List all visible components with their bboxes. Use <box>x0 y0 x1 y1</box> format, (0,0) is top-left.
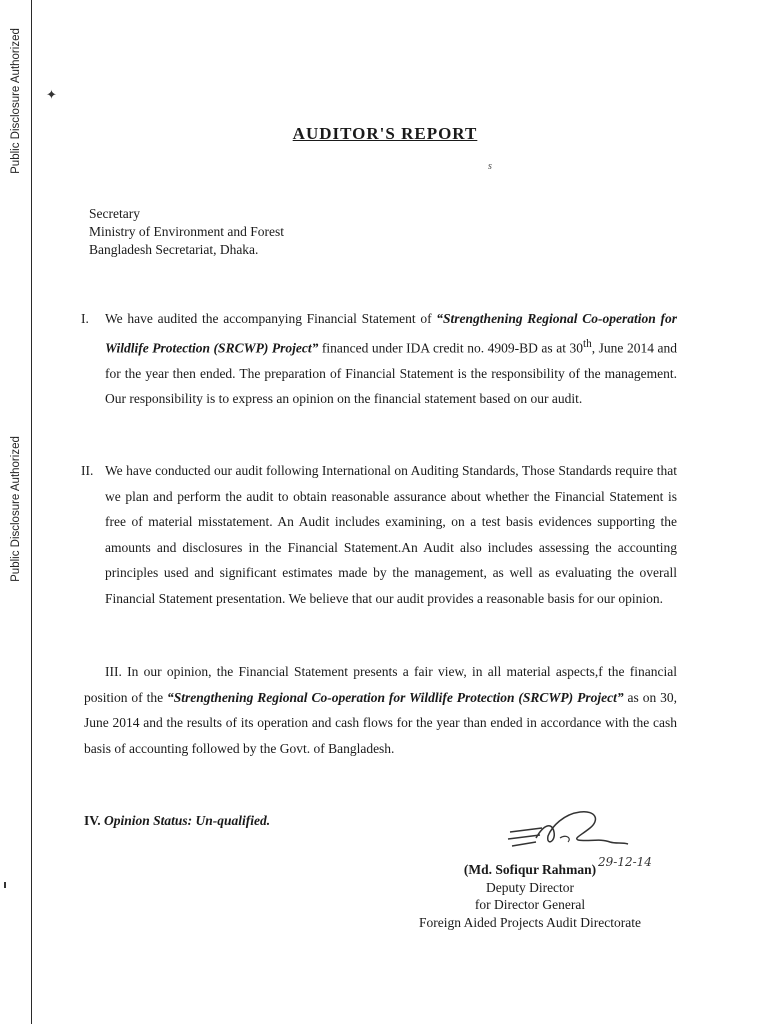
report-title: AUDITOR'S REPORT <box>292 124 478 143</box>
scan-speck-mark: ✦ <box>46 88 57 103</box>
signatory-title: Deputy Director <box>485 879 575 895</box>
opinion-status-text: Opinion Status: Un-qualified. <box>104 813 271 828</box>
signatory-name: (Md. Sofiqur Rahman) <box>463 862 597 877</box>
addressee-line-1: Secretary <box>89 206 140 221</box>
paragraph-1-superscript: th <box>582 337 592 350</box>
addressee-line-3: Bangladesh Secretariat, Dhaka. <box>89 242 259 257</box>
paragraph-1-text-end: , June 2014 and for the year then ended. The preparation of Financial Statement is the responsibility of the management. Our responsibility is to express an opinion on the financial statement based on our audit. <box>105 340 677 406</box>
signatory-for: for Director General <box>474 897 586 912</box>
paragraph-1 <box>81 306 677 412</box>
paragraph-3 <box>84 659 677 761</box>
scan-edge-mark <box>4 882 6 888</box>
signatory-office: Foreign Aided Projects Audit Directorate <box>419 914 641 930</box>
paragraph-2 <box>81 458 677 611</box>
signature-date: 29-12-14 <box>598 855 652 869</box>
paragraph-1-project-name: “Strengthening Regional Co-operation for Wildlife Protection (SRCWP) Project” <box>105 311 677 355</box>
addressee-line-2: Ministry of Environment and Forest <box>89 224 284 239</box>
paragraph-2-number: II. <box>81 463 94 478</box>
scan-margin-line <box>31 0 32 1024</box>
paragraph-3-text-end: as on 30, June 2014 and the results of its operation and cash flows for the year than ended in accordance with the cash basis of accounting followed by the Govt. of Bangladesh. <box>84 689 678 756</box>
paragraph-3-text-start: In our opinion, the Financial Statement presents a fair view, in all material aspects,f the financial position of the <box>84 664 678 705</box>
paragraph-3-number: III. <box>105 664 122 679</box>
paragraph-1-number: I. <box>81 311 89 326</box>
paragraph-1-text-middle: financed under IDA credit no. 4909-BD as at 30 <box>318 340 583 355</box>
addressee-block <box>89 205 284 259</box>
stray-mark: s <box>488 161 492 172</box>
watermark-top: Public Disclosure Authorized <box>10 28 22 174</box>
opinion-status <box>84 813 270 829</box>
paragraph-2-text: We have conducted our audit following International on Auditing Standards, Those Standards require that we plan and perform the audit to obtain reasonable assurance about whether the Financial Statement is free of material misstatement. An Audit includes examining, on a test basis evidences supporting the amounts and disclosures in the Financial Statement.An Audit also includes assessing the accounting principles used and significant estimates made by the management, as well as evaluating the overall Financial Statement presentation. We believe that our audit provides a reasonable basis for our opinion. <box>105 463 677 606</box>
paragraph-1-text-start: We have audited the accompanying Financial Statement of <box>105 311 437 326</box>
watermark-middle: Public Disclosure Authorized <box>10 436 22 582</box>
opinion-label: IV. <box>84 813 105 828</box>
signatory-block <box>380 861 680 931</box>
paragraph-3-project-name: “Strengthening Regional Co-operation for Wildlife Protection (SRCWP) Project” <box>167 689 624 705</box>
